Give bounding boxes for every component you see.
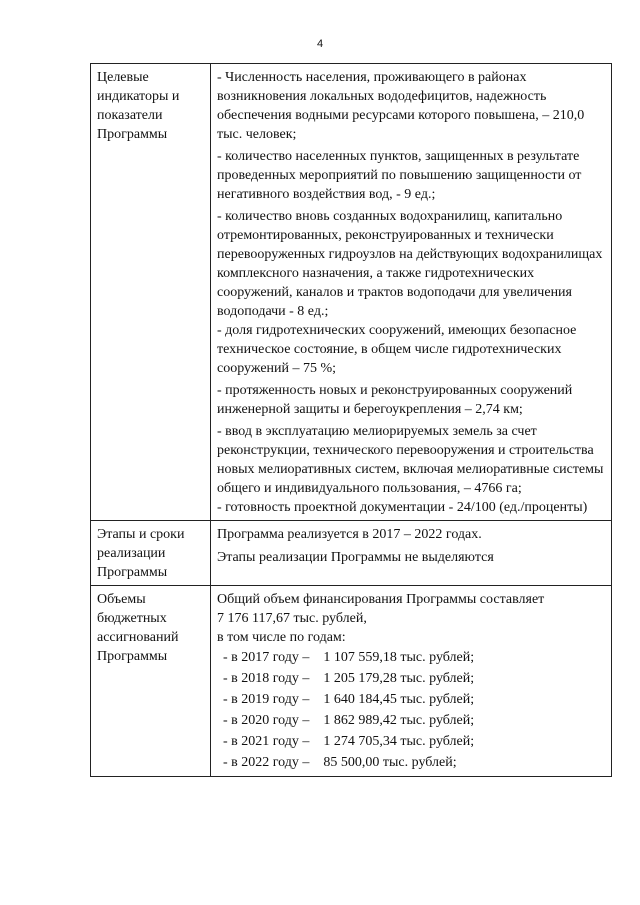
funding-label: Объемы бюджетных ассигнований Программы <box>91 586 211 777</box>
target-item-project-docs: - готовность проектной документации - 24/100 (ед./проценты) <box>217 500 588 515</box>
funding-total-text: Общий объем финансирования Программы составляет <box>217 592 545 607</box>
funding-year-2018: - в 2018 году – 1 205 179,28 тыс. рублей; <box>223 671 475 686</box>
stages-period: Программа реализуется в 2017 – 2022 годах. <box>217 527 482 542</box>
funding-content <box>211 586 612 777</box>
target-item-reservoirs: - количество вновь созданных водохранилищ, капитально отремонтированных, реконструированных и технически перевооруженных гидроузлов на действующих водохранилищах комплексного назначения, а также гидротехнических сооружений, каналов и трактов водоподачи для увеличения водоподачи - 8 ед.; <box>217 209 603 319</box>
target-item-population: - Численность населения, проживающего в районах возникновения локальных вододефицитов, надежность обеспечения водными ресурсами которого повышена, – 210,0 тыс. человек; <box>217 70 585 142</box>
target-item-safe-structures: - доля гидротехнических сооружений, имеющих безопасное техническое состояние, в общем числе гидротехнических сооружений – 75 %; <box>217 323 577 376</box>
stages-label: Этапы и сроки реализации Программы <box>91 521 211 586</box>
target-item-protection-length: - протяженность новых и реконструированных сооружений инженерной защиты и берегоукрепления – 2,74 км; <box>217 383 573 417</box>
table-row-targets <box>91 64 612 521</box>
funding-year-2019: - в 2019 году – 1 640 184,45 тыс. рублей; <box>223 692 475 707</box>
funding-total-amount: 7 176 117,67 тыс. рублей, <box>217 611 367 626</box>
target-item-settlements: - количество населенных пунктов, защищенных в результате проведенных мероприятий по повышению защищенности от негативного воздействия вод, - 9 ед.; <box>217 149 582 202</box>
funding-year-2017: - в 2017 году – 1 107 559,18 тыс. рублей; <box>223 650 475 665</box>
target-item-irrigated-land: - ввод в эксплуатацию мелиорируемых земель за счет реконструкции, технического перевооружения и строительства новых мелиоративных систем, включая мелиоративные системы общего и индивидуального пользования, – 4766 га; <box>217 424 604 496</box>
funding-year-2020: - в 2020 году – 1 862 989,42 тыс. рублей; <box>223 713 475 728</box>
funding-by-years-caption: в том числе по годам: <box>217 630 346 645</box>
funding-year-2022: - в 2022 году – 85 500,00 тыс. рублей; <box>223 755 457 770</box>
stages-note: Этапы реализации Программы не выделяются <box>217 550 494 565</box>
table-row-stages <box>91 521 612 586</box>
stages-content <box>211 521 612 586</box>
program-passport-table <box>90 63 612 777</box>
table-row-funding <box>91 586 612 777</box>
targets-content <box>211 64 612 521</box>
targets-label: Целевые индикаторы и показатели Программы <box>91 64 211 521</box>
funding-year-2021: - в 2021 году – 1 274 705,34 тыс. рублей; <box>223 734 475 749</box>
page-number: 4 <box>316 38 324 50</box>
